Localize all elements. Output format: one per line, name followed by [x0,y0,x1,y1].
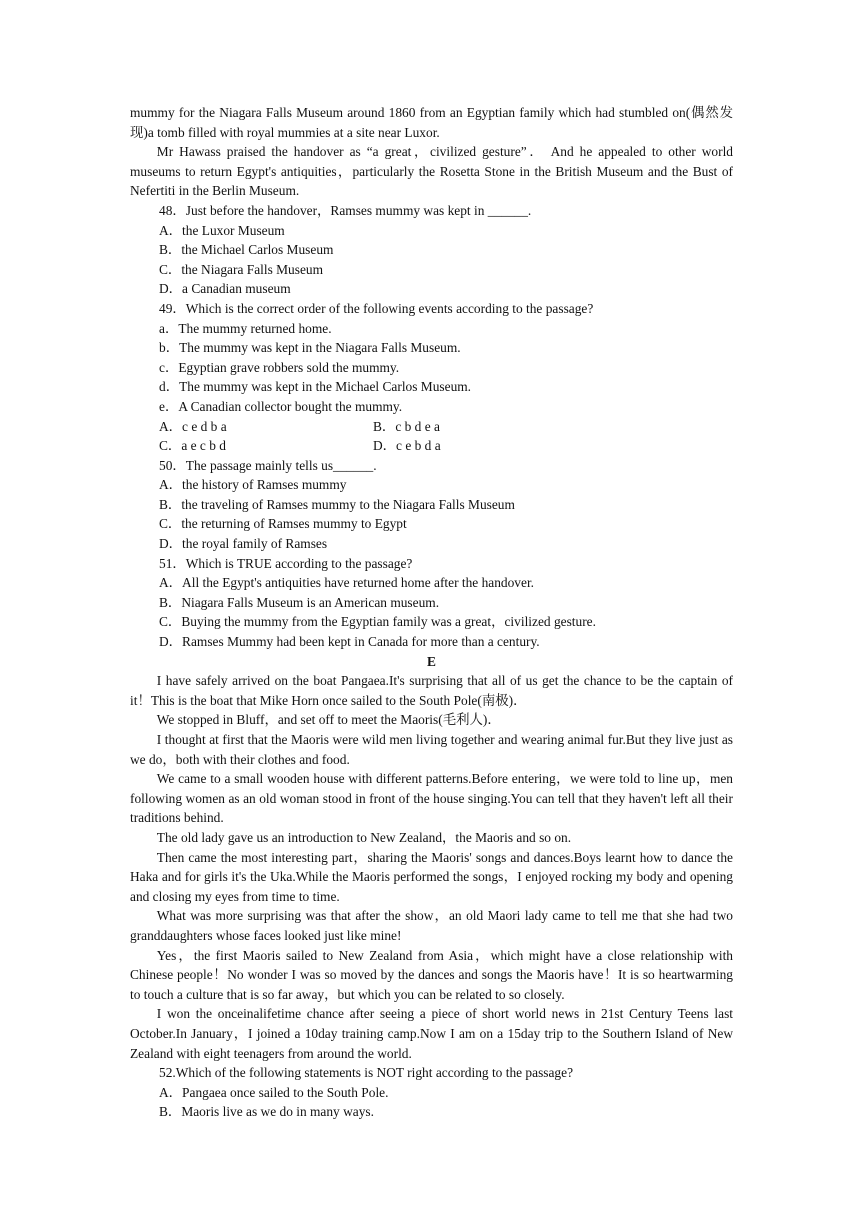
answer-option: C．the Niagara Falls Museum [159,261,324,277]
answer-option: A．the history of Ramses mummy [159,477,347,493]
event-item: a．The mummy returned home. [159,320,332,336]
answer-option: A．All the Egypt's antiquities have returned home after the handover. [159,575,535,591]
event-item: c．Egyptian grave robbers sold the mummy. [159,359,400,375]
answer-option: A．the Luxor Museum [159,222,285,238]
passage-e-paragraph: Yes，the first Maoris sailed to New Zealand from Asia，which might have a close relationship with Chinese people！No wonder I was so moved by the dances and songs the Maoris have！It is so heartwarming to touch a culture that is so far away，but which you can be related to so closely. [130,947,733,1002]
answer-option: D．Ramses Mummy had been kept in Canada for more than a century. [159,634,540,650]
passage-e-paragraph: I thought at first that the Maoris were wild men living together and wearing animal fur.But they live just as we do，both with their clothes and food. [130,732,733,767]
answer-option: D．c e b d a [373,438,441,454]
answer-option: A．Pangaea once sailed to the South Pole. [159,1084,389,1100]
answer-option: C．a e c b d [159,438,226,454]
question-51-stem: 51．Which is TRUE according to the passage? [159,555,413,571]
question-50-stem: 50．The passage mainly tells us______. [159,457,377,473]
answer-option: B．the Michael Carlos Museum [159,242,334,258]
passage-e-paragraph: The old lady gave us an introduction to New Zealand，the Maoris and so on. [156,829,572,845]
answer-option: B．Maoris live as we do in many ways. [159,1104,374,1120]
passage-e-paragraph: I won the onceinalifetime chance after seeing a piece of short world news in 21st Century Teens last October.In January，I joined a 10day training camp.Now I am on a 15day trip to the Southern Island of New Zealand with eight teenagers from around the world. [130,1006,733,1061]
passage-e-paragraph: We stopped in Bluff，and set off to meet the Maoris(毛利人)． [156,712,501,728]
options-row [130,417,733,437]
event-item: e．A Canadian collector bought the mummy. [159,398,403,414]
answer-option: D．a Canadian museum [159,281,291,297]
passage-e-paragraph: I have safely arrived on the boat Pangaea.It's surprising that all of us get the chance to be the captain of it！This is the boat that Mike Horn once sailed to the South Pole(南极)． [130,673,733,708]
answer-option: C．the returning of Ramses mummy to Egypt [159,516,407,532]
passage-e-paragraph: What was more surprising was that after the show，an old Maori lady came to tell me that she had two granddaughters whose faces looked just like mine! [130,908,733,943]
question-48-stem: 48．Just before the handover，Ramses mummy was kept in ______. [159,202,532,218]
question-49-stem: 49．Which is the correct order of the following events according to the passage? [159,300,594,316]
passage-d-paragraph: mummy for the Niagara Falls Museum around 1860 from an Egyptian family which had stumbled on(偶然发现)a tomb filled with royal mummies at a site near Luxor. [130,105,733,140]
passage-e-paragraph: Then came the most interesting part，sharing the Maoris' songs and dances.Boys learnt how to dance the Haka and for girls it's the Uka.While the Maoris performed the songs，I enjoyed rocking my body and opening and closing my eyes from time to time. [130,849,733,904]
answer-option: C．Buying the mummy from the Egyptian family was a great，civilized gesture. [159,614,596,630]
document-page [130,103,733,1122]
answer-option: B．c b d e a [373,418,440,434]
question-52-stem: 52.Which of the following statements is NOT right according to the passage? [159,1065,574,1081]
answer-option: B．the traveling of Ramses mummy to the Niagara Falls Museum [159,496,515,512]
passage-d-paragraph: Mr Hawass praised the handover as “a great，civilized gesture”． And he appealed to other world museums to return Egypt's antiquities，particularly the Rosetta Stone in the British Museum and the Bust of Nefertiti in the Berlin Museum. [130,144,733,199]
answer-option: B．Niagara Falls Museum is an American museum. [159,594,440,610]
options-row [130,436,733,456]
event-item: b．The mummy was kept in the Niagara Falls Museum. [159,340,461,356]
passage-e-paragraph: We came to a small wooden house with different patterns.Before entering，we were told to line up，men following women as an old woman stood in front of the house singing.You can tell that they haven't left all their traditions behind. [130,771,733,826]
passage-e-heading: E [427,653,436,669]
answer-option: A．c e d b a [159,418,227,434]
event-item: d．The mummy was kept in the Michael Carlos Museum. [159,379,472,395]
answer-option: D．the royal family of Ramses [159,536,328,552]
